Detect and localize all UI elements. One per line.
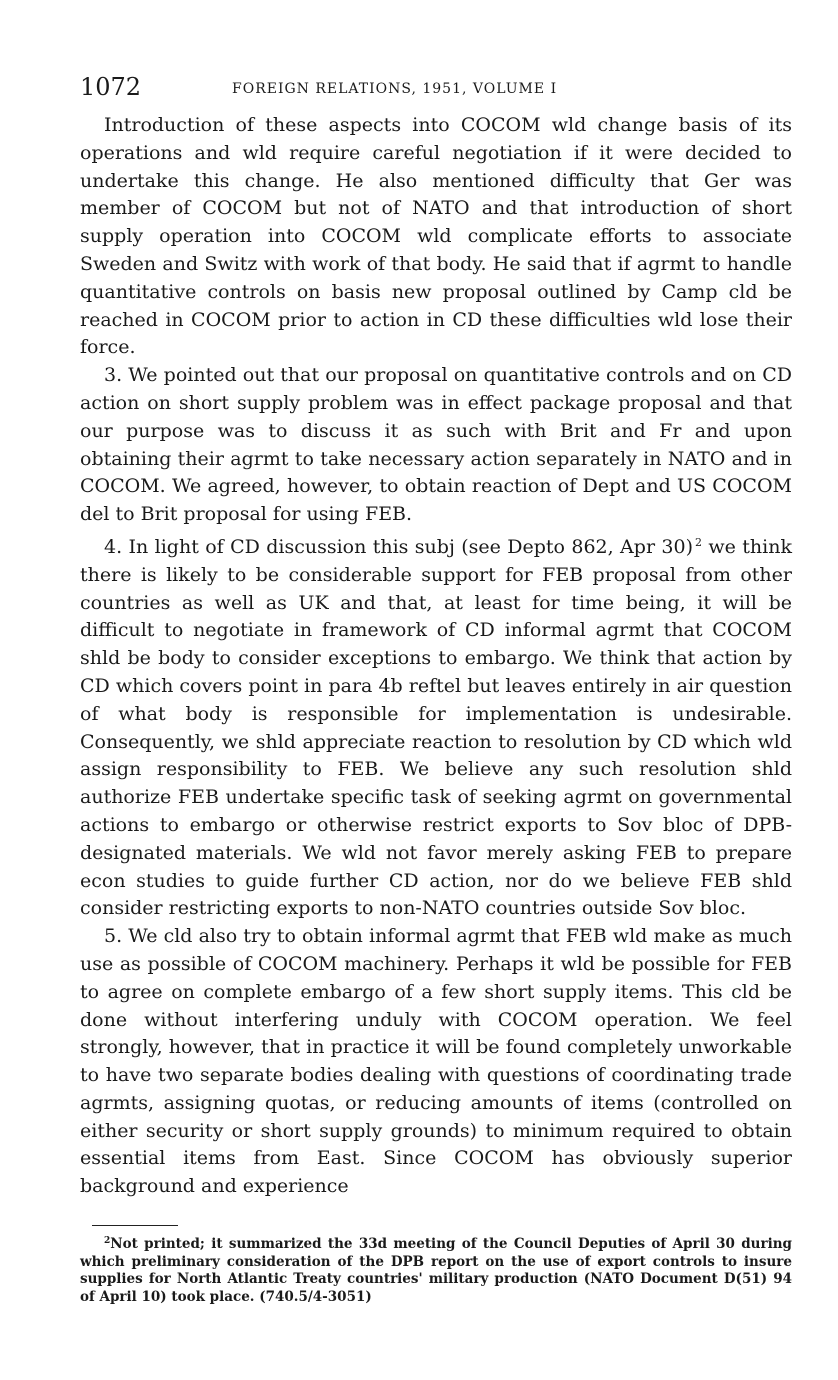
footnote-paragraph	[80, 1233, 792, 1306]
footnote-reference: 2	[695, 535, 703, 549]
paragraph-2: 3. We pointed out that our proposal on quantitative controls and on CD action on short supply problem was in effect package proposal and that our purpose was to discuss it as such with Brit and Fr and upon obtaining their agrmt to take necessary action separately in NATO and in COCOM. We agreed, however, to obtain reaction of Dept and US COCOM del to Brit proposal for using FEB.	[80, 364, 792, 526]
body-text	[80, 112, 792, 1201]
footnote-text: Not printed; it summarized the 33d meeting of the Council Deputies of April 30 during which preliminary consideration of the DPB report on the use of export controls to insure supplies for North Atlantic Treaty countries' military production (NATO Document D(51) 94 of April 10) took place. (740.5/4-3051)	[80, 1236, 792, 1305]
footnote-marker: 2	[104, 1236, 111, 1246]
page-header	[80, 72, 796, 106]
paragraph-3-rest: we think there is likely to be considerable support for FEB proposal from other countries as well as UK and that, at least for time being, it will be difficult to negotiate in framework of CD informal agrmt that COCOM shld be body to consider exceptions to embargo. We think that action by CD which covers point in para 4b reftel but leaves entirely in air question of what body is responsible for implementation is undesirable. Consequently, we shld appreciate reaction to resolution by CD which wld assign responsibility to FEB. We believe any such resolution shld authorize FEB undertake specific task of seeking agrmt on governmental actions to embargo or otherwise restrict exports to Sov bloc of DPB-designated materials. We wld not favor merely asking FEB to prepare econ studies to guide further CD action, nor do we believe FEB shld consider restricting exports to non-NATO countries outside Sov bloc.	[80, 535, 792, 920]
page-number: 1072	[80, 73, 142, 101]
paragraph-4: 5. We cld also try to obtain informal agrmt that FEB wld make as much use as possible of COCOM machinery. Perhaps it wld be possible for FEB to agree on complete embargo of a few short supply items. This cld be done without interfering unduly with COCOM operation. We feel strongly, however, that in practice it will be found completely unworkable to have two separate bodies dealing with questions of coordinating trade agrmts, assigning quotas, or reducing amounts of items (controlled on either security or short supply grounds) to minimum required to obtain essential items from East. Since COCOM has obviously superior background and experience	[80, 925, 792, 1198]
paragraph-1: Introduction of these aspects into COCOM wld change basis of its operations and wld require careful negotiation if it were decided to undertake this change. He also mentioned difficulty that Ger was member of COCOM but not of NATO and that introduction of short supply operation into COCOM wld complicate efforts to associate Sweden and Switz with work of that body. He said that if agrmt to handle quantitative controls on basis new proposal outlined by Camp cld be reached in COCOM prior to action in CD these difficulties wld lose their force.	[80, 114, 792, 359]
paragraph-3-start: 4. In light of CD discussion this subj (see Depto 862, Apr 30)	[104, 535, 694, 558]
footnote	[80, 1233, 792, 1306]
footnote-divider	[92, 1225, 178, 1226]
paragraph-3	[80, 529, 792, 923]
running-head: FOREIGN RELATIONS, 1951, VOLUME I	[232, 81, 558, 97]
